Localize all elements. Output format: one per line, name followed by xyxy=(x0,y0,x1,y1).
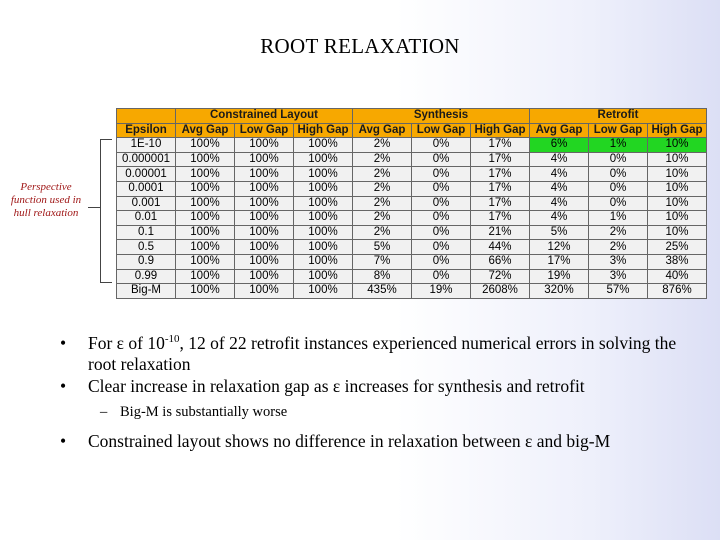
bracket xyxy=(100,139,112,283)
bullet-text: Constrained layout shows no difference in relaxation between ε and big-M xyxy=(88,431,611,451)
gap-cell: 100% xyxy=(294,211,353,226)
epsilon-cell: 0.000001 xyxy=(117,152,176,167)
gap-cell: 5% xyxy=(530,225,589,240)
bullet-text: For ε of 10 xyxy=(88,333,165,353)
epsilon-cell: 0.99 xyxy=(117,269,176,284)
gap-cell: 2% xyxy=(353,196,412,211)
column-header-row xyxy=(117,123,707,138)
epsilon-cell: Big-M xyxy=(117,284,176,299)
table-row xyxy=(117,138,707,153)
gap-cell: 17% xyxy=(471,152,530,167)
gap-cell: 100% xyxy=(294,152,353,167)
gap-cell: 0% xyxy=(589,152,648,167)
gap-cell: 100% xyxy=(294,240,353,255)
bullet-glyph: • xyxy=(60,376,67,396)
gap-cell: 100% xyxy=(294,254,353,269)
gap-cell: 21% xyxy=(471,225,530,240)
column-header: High Gap xyxy=(471,123,530,138)
epsilon-cell: 0.9 xyxy=(117,254,176,269)
gap-cell: 4% xyxy=(530,196,589,211)
gap-cell: 100% xyxy=(176,138,235,153)
column-header: Low Gap xyxy=(589,123,648,138)
gap-cell: 1% xyxy=(589,211,648,226)
gap-cell: 2% xyxy=(353,138,412,153)
group-header-retrofit: Retrofit xyxy=(530,109,707,124)
gap-cell: 5% xyxy=(353,240,412,255)
gap-cell: 100% xyxy=(294,225,353,240)
side-note: Perspective function used in hull relaxation xyxy=(10,181,82,219)
gap-cell: 2% xyxy=(353,225,412,240)
sub-bullet-item xyxy=(60,402,680,423)
gap-cell: 4% xyxy=(530,211,589,226)
gap-cell: 17% xyxy=(471,138,530,153)
gap-cell: 10% xyxy=(648,167,707,182)
gap-cell: 40% xyxy=(648,269,707,284)
gap-cell: 17% xyxy=(471,196,530,211)
table-row xyxy=(117,225,707,240)
gap-cell: 4% xyxy=(530,181,589,196)
epsilon-cell: 0.001 xyxy=(117,196,176,211)
bullet-text: , 12 of 22 retrofit instances experienced numerical errors in solving the root relaxation xyxy=(88,333,677,374)
gap-cell: 2% xyxy=(589,240,648,255)
gap-cell: 7% xyxy=(353,254,412,269)
gap-cell: 0% xyxy=(412,138,471,153)
epsilon-cell: 0.5 xyxy=(117,240,176,255)
gap-cell: 100% xyxy=(176,225,235,240)
gap-cell: 100% xyxy=(235,167,294,182)
gap-cell: 100% xyxy=(176,196,235,211)
bullet-item xyxy=(60,376,680,397)
results-table xyxy=(116,108,707,299)
gap-cell: 0% xyxy=(412,254,471,269)
column-header: High Gap xyxy=(648,123,707,138)
gap-cell: 100% xyxy=(176,167,235,182)
gap-cell: 0% xyxy=(412,181,471,196)
gap-cell: 100% xyxy=(294,181,353,196)
group-header-synthesis: Synthesis xyxy=(353,109,530,124)
bullet-superscript: -10 xyxy=(164,333,180,346)
gap-cell: 0% xyxy=(412,167,471,182)
gap-cell: 17% xyxy=(471,211,530,226)
gap-cell: 100% xyxy=(235,225,294,240)
bullet-glyph: • xyxy=(60,431,67,451)
gap-cell: 10% xyxy=(648,196,707,211)
gap-cell: 0% xyxy=(589,167,648,182)
column-header: Low Gap xyxy=(412,123,471,138)
gap-cell: 100% xyxy=(294,284,353,299)
group-header-constrained: Constrained Layout xyxy=(176,109,353,124)
gap-cell: 3% xyxy=(589,269,648,284)
gap-cell: 4% xyxy=(530,152,589,167)
gap-cell: 100% xyxy=(294,196,353,211)
epsilon-cell: 0.1 xyxy=(117,225,176,240)
table-row xyxy=(117,284,707,299)
gap-cell: 100% xyxy=(176,284,235,299)
gap-cell: 100% xyxy=(176,254,235,269)
gap-cell: 0% xyxy=(412,240,471,255)
group-header-blank xyxy=(117,109,176,124)
gap-cell: 1% xyxy=(589,138,648,153)
table-row xyxy=(117,152,707,167)
gap-cell: 100% xyxy=(235,196,294,211)
epsilon-cell: 0.01 xyxy=(117,211,176,226)
gap-cell: 100% xyxy=(235,211,294,226)
column-header: Avg Gap xyxy=(353,123,412,138)
slide-title: ROOT RELAXATION xyxy=(260,34,460,58)
gap-cell: 0% xyxy=(412,152,471,167)
gap-cell: 17% xyxy=(530,254,589,269)
column-header: Low Gap xyxy=(235,123,294,138)
group-header-row xyxy=(117,109,707,124)
bullet-glyph: • xyxy=(60,333,67,353)
table-row xyxy=(117,240,707,255)
gap-cell: 100% xyxy=(176,181,235,196)
table-row xyxy=(117,181,707,196)
epsilon-cell: 1E-10 xyxy=(117,138,176,153)
gap-cell: 100% xyxy=(294,269,353,284)
table-row xyxy=(117,211,707,226)
gap-cell: 0% xyxy=(412,225,471,240)
gap-cell: 4% xyxy=(530,167,589,182)
gap-cell: 100% xyxy=(294,138,353,153)
gap-cell: 38% xyxy=(648,254,707,269)
column-header: Avg Gap xyxy=(176,123,235,138)
column-header: Epsilon xyxy=(117,123,176,138)
gap-cell: 2% xyxy=(353,211,412,226)
gap-cell: 2% xyxy=(589,225,648,240)
column-header: High Gap xyxy=(294,123,353,138)
gap-cell: 17% xyxy=(471,167,530,182)
column-header: Avg Gap xyxy=(530,123,589,138)
gap-cell: 100% xyxy=(235,284,294,299)
gap-cell: 2% xyxy=(353,152,412,167)
gap-cell: 2% xyxy=(353,167,412,182)
gap-cell: 66% xyxy=(471,254,530,269)
gap-cell: 72% xyxy=(471,269,530,284)
gap-cell: 100% xyxy=(235,240,294,255)
gap-cell: 100% xyxy=(176,211,235,226)
gap-cell: 876% xyxy=(648,284,707,299)
table-row xyxy=(117,167,707,182)
gap-cell: 10% xyxy=(648,225,707,240)
gap-cell: 0% xyxy=(412,196,471,211)
gap-cell: 100% xyxy=(235,152,294,167)
gap-cell: 10% xyxy=(648,138,707,153)
gap-cell: 44% xyxy=(471,240,530,255)
gap-cell: 10% xyxy=(648,181,707,196)
gap-cell: 100% xyxy=(235,254,294,269)
gap-cell: 10% xyxy=(648,152,707,167)
gap-cell: 0% xyxy=(589,181,648,196)
gap-cell: 19% xyxy=(412,284,471,299)
gap-cell: 25% xyxy=(648,240,707,255)
gap-cell: 100% xyxy=(235,138,294,153)
gap-cell: 8% xyxy=(353,269,412,284)
bullet-item xyxy=(60,431,680,452)
gap-cell: 100% xyxy=(235,181,294,196)
gap-cell: 10% xyxy=(648,211,707,226)
bullet-list xyxy=(60,333,680,453)
gap-cell: 100% xyxy=(235,269,294,284)
gap-cell: 0% xyxy=(589,196,648,211)
gap-cell: 12% xyxy=(530,240,589,255)
table-row xyxy=(117,196,707,211)
gap-cell: 435% xyxy=(353,284,412,299)
sub-bullet-text: Big-M is substantially worse xyxy=(120,404,288,420)
bullet-item xyxy=(60,333,680,375)
gap-cell: 320% xyxy=(530,284,589,299)
epsilon-cell: 0.0001 xyxy=(117,181,176,196)
table-row xyxy=(117,254,707,269)
gap-cell: 57% xyxy=(589,284,648,299)
gap-cell: 2% xyxy=(353,181,412,196)
gap-cell: 19% xyxy=(530,269,589,284)
gap-cell: 3% xyxy=(589,254,648,269)
gap-cell: 100% xyxy=(176,152,235,167)
gap-cell: 100% xyxy=(294,167,353,182)
gap-cell: 0% xyxy=(412,269,471,284)
gap-cell: 0% xyxy=(412,211,471,226)
dash-glyph: – xyxy=(100,404,108,420)
gap-cell: 6% xyxy=(530,138,589,153)
gap-cell: 100% xyxy=(176,240,235,255)
gap-cell: 17% xyxy=(471,181,530,196)
gap-cell: 100% xyxy=(176,269,235,284)
table-body xyxy=(117,138,707,299)
bullet-text: Clear increase in relaxation gap as ε increases for synthesis and retrofit xyxy=(88,376,585,396)
table-row xyxy=(117,269,707,284)
gap-cell: 2608% xyxy=(471,284,530,299)
epsilon-cell: 0.00001 xyxy=(117,167,176,182)
